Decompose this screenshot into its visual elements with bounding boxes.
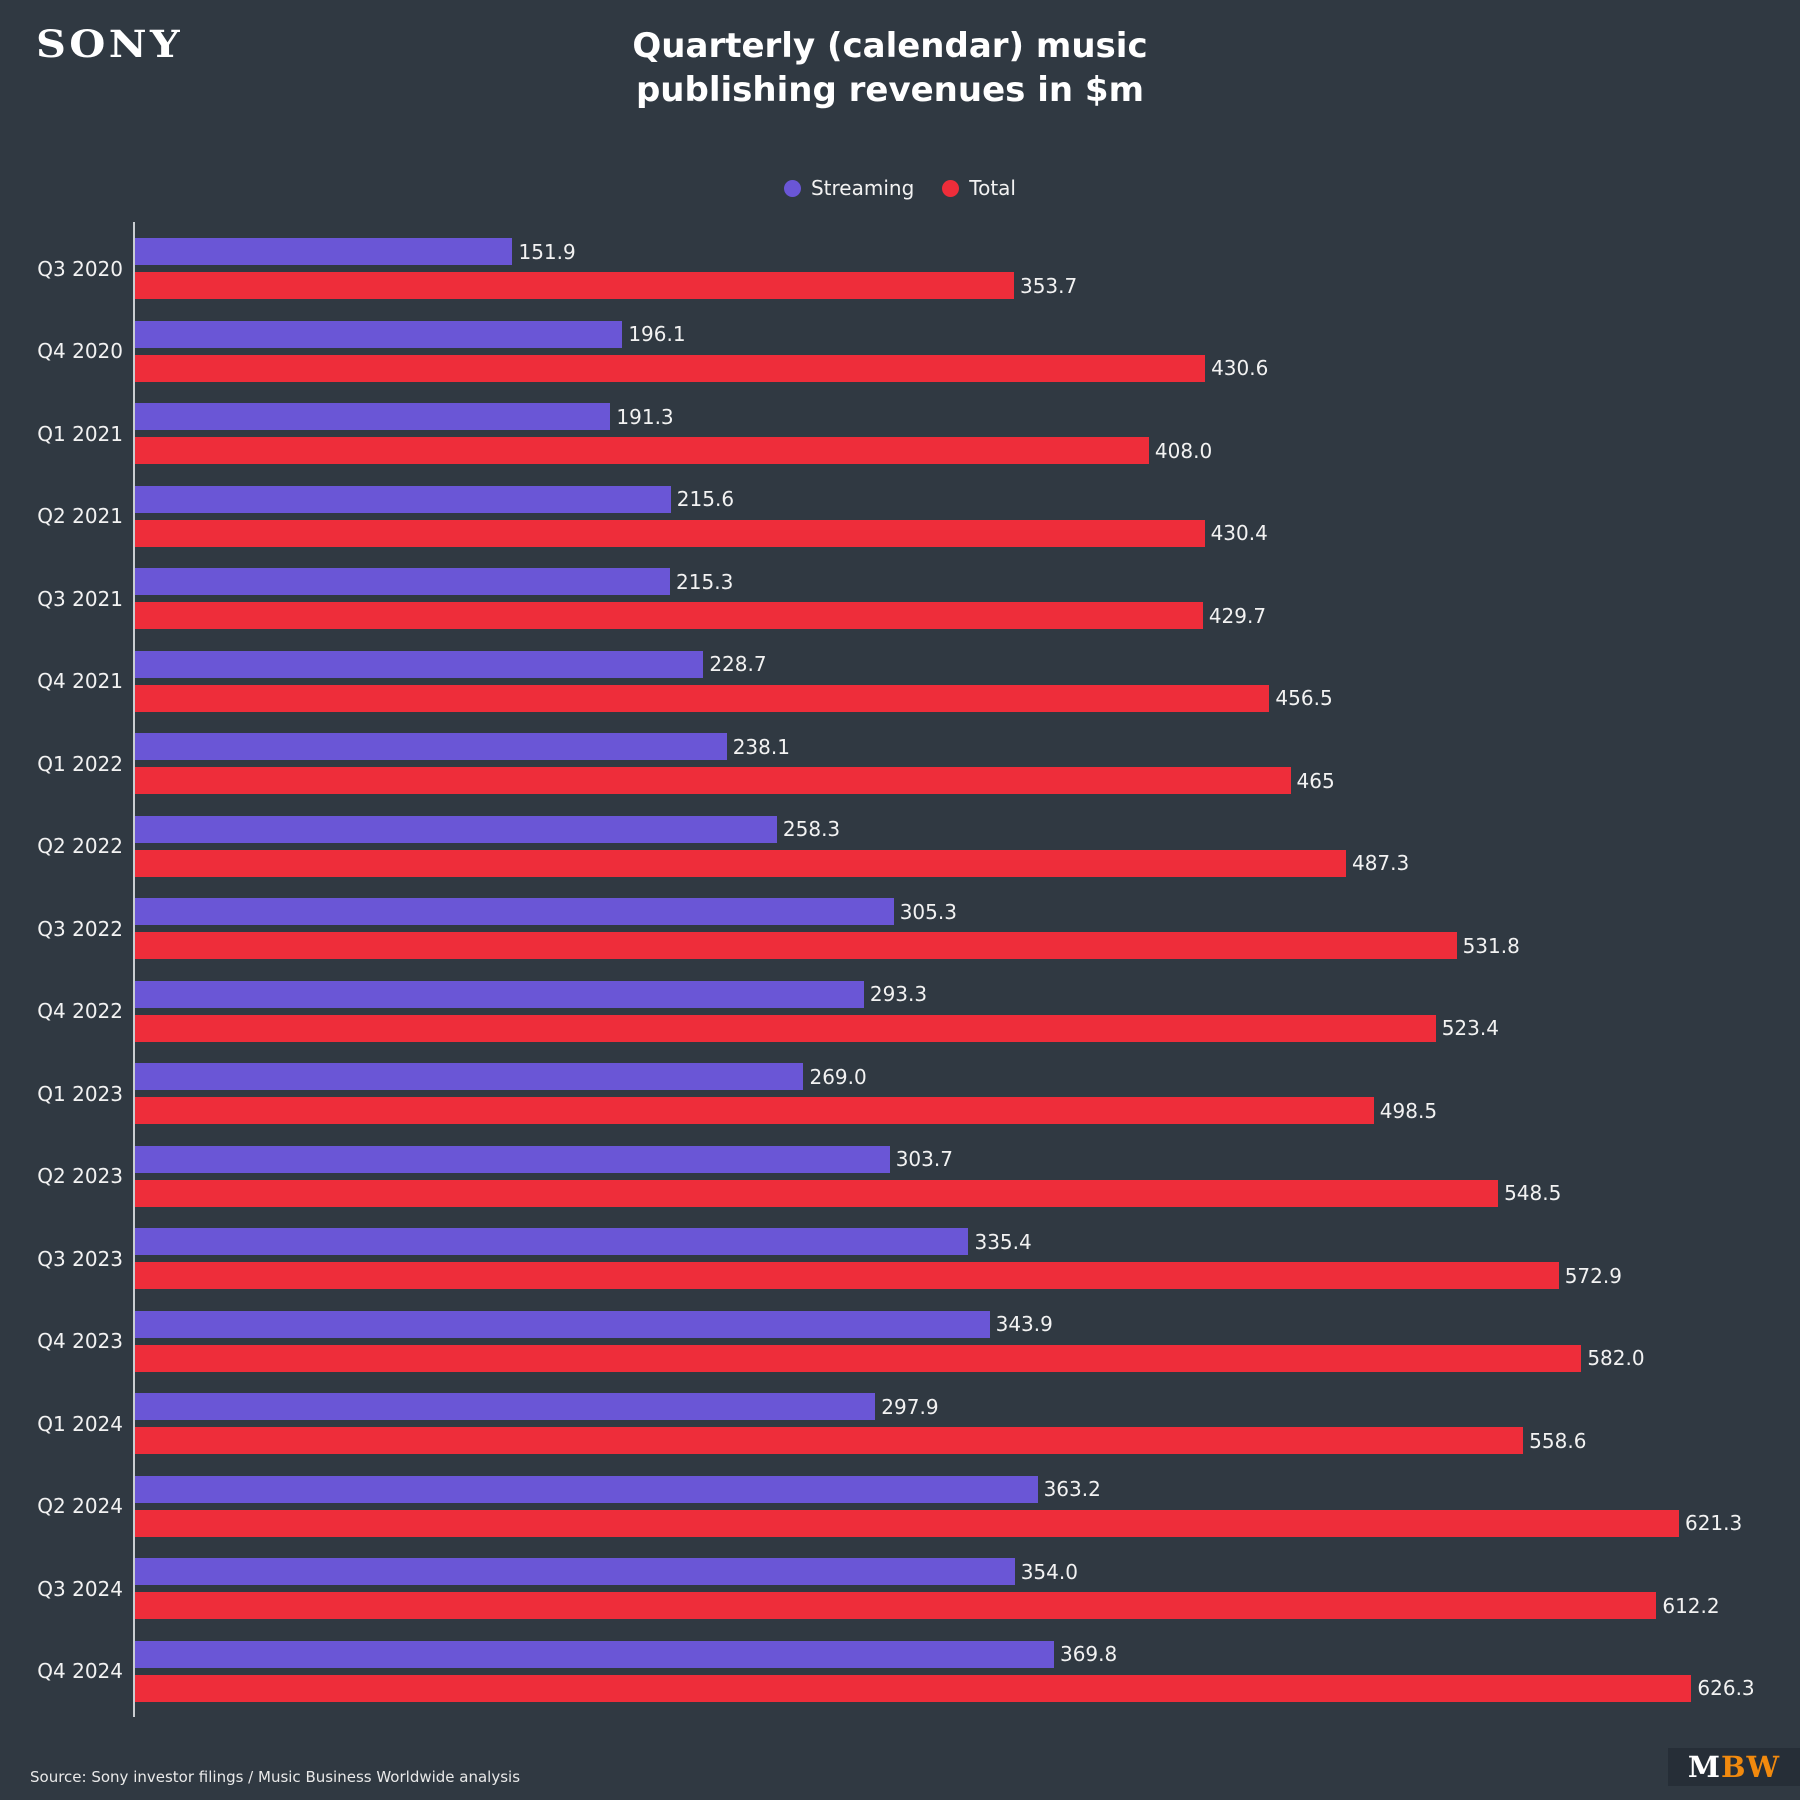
total-bar: [135, 1427, 1587, 1454]
total-bar: [135, 1510, 1743, 1537]
value-label: 191.3: [616, 404, 674, 429]
category-label: Q2 2024: [37, 1494, 123, 1518]
value-label: 572.9: [1564, 1263, 1622, 1288]
legend: [0, 176, 1800, 200]
chart-row: [37, 1311, 1800, 1372]
chart-row: [37, 1063, 1800, 1124]
streaming-bar: [135, 898, 957, 925]
total-bar: [135, 272, 1078, 299]
value-label: 430.6: [1211, 356, 1269, 380]
chart-row: [37, 1641, 1800, 1702]
mbw-logo-m: M: [1687, 1750, 1721, 1784]
value-label: 269.0: [809, 1064, 867, 1089]
value-label: 429.7: [1208, 603, 1267, 628]
category-label: Q4 2020: [37, 339, 123, 363]
streaming-bar: [135, 1393, 939, 1420]
chart-row: [37, 1558, 1800, 1619]
chart-row: [37, 486, 1800, 547]
legend-item-streaming: [784, 176, 914, 200]
value-label: 258.3: [782, 817, 841, 841]
chart-row: [37, 238, 1800, 299]
value-label: 228.7: [709, 652, 767, 676]
total-bar: [135, 767, 1335, 794]
category-label: Q3 2023: [37, 1246, 123, 1271]
streaming-dot-icon: [784, 180, 801, 197]
legend-label-streaming: Streaming: [810, 176, 915, 200]
category-label: Q1 2023: [37, 1081, 123, 1106]
value-label: 626.3: [1697, 1676, 1755, 1700]
legend-item-total: [942, 176, 1016, 200]
total-bar: [135, 355, 1269, 382]
category-label: Q4 2023: [37, 1329, 123, 1353]
value-label: 465: [1296, 768, 1335, 793]
category-label: Q3 2021: [37, 586, 123, 611]
streaming-bar: [135, 238, 576, 265]
streaming-bar: [135, 568, 734, 595]
category-label: Q4 2024: [37, 1659, 123, 1683]
total-bar: [135, 520, 1268, 547]
category-label: Q1 2022: [37, 751, 123, 776]
chart-row: [37, 1228, 1800, 1289]
total-bar: [135, 1180, 1562, 1207]
chart-row: [37, 816, 1800, 877]
category-label: Q3 2020: [37, 256, 123, 281]
category-label: Q2 2023: [37, 1164, 123, 1188]
total-bar: [135, 1097, 1438, 1124]
streaming-bar: [135, 1476, 1101, 1503]
chart-row: [37, 898, 1800, 959]
chart-title-line2: publishing revenues in $m: [635, 70, 1145, 110]
value-label: 215.3: [676, 569, 734, 594]
category-label: Q2 2021: [37, 504, 123, 528]
streaming-bar: [135, 403, 674, 430]
total-bar: [135, 437, 1213, 464]
value-label: 354.0: [1020, 1559, 1078, 1584]
streaming-bar: [135, 651, 767, 678]
value-label: 558.6: [1529, 1428, 1587, 1453]
value-label: 430.4: [1210, 521, 1268, 545]
chart-row: [37, 733, 1800, 794]
value-label: 215.6: [676, 487, 735, 511]
total-bar: [135, 932, 1520, 959]
chart-row: [37, 403, 1800, 464]
total-bar: [135, 1675, 1755, 1702]
value-label: 523.4: [1441, 1016, 1499, 1040]
chart-row: [37, 1146, 1800, 1207]
value-label: 369.8: [1059, 1642, 1118, 1666]
category-label: Q4 2022: [37, 999, 123, 1023]
category-label: Q1 2021: [37, 421, 123, 446]
chart-row: [37, 981, 1800, 1042]
streaming-bar: [135, 1228, 1032, 1255]
total-bar: [135, 850, 1410, 877]
chart-row: [37, 1476, 1800, 1537]
source-note: Source: Sony investor filings / Music Business Worldwide analysis: [30, 1768, 521, 1786]
category-label: Q3 2022: [37, 916, 123, 941]
value-label: 303.7: [895, 1147, 953, 1171]
value-label: 621.3: [1684, 1511, 1743, 1535]
value-label: 531.8: [1462, 933, 1520, 958]
total-bar: [135, 1592, 1720, 1619]
chart-title-line1: Quarterly (calendar) music: [632, 26, 1148, 66]
value-label: 293.3: [869, 982, 928, 1006]
chart-row: [37, 568, 1800, 629]
value-label: 612.2: [1662, 1593, 1720, 1618]
total-bar: [135, 1262, 1622, 1289]
value-label: 582.0: [1587, 1346, 1645, 1370]
streaming-bar: [135, 981, 928, 1008]
streaming-bar: [135, 1063, 867, 1090]
value-label: 335.4: [974, 1229, 1032, 1254]
value-label: 487.3: [1351, 851, 1410, 875]
chart: [37, 238, 1800, 1738]
streaming-bar: [135, 1311, 1053, 1338]
chart-title: [0, 24, 1780, 112]
total-dot-icon: [942, 180, 959, 197]
category-label: Q2 2022: [37, 834, 123, 858]
streaming-bar: [135, 321, 686, 348]
chart-row: [37, 1393, 1800, 1454]
value-label: 305.3: [899, 899, 957, 924]
streaming-bar: [135, 1641, 1118, 1668]
streaming-bar: [135, 733, 790, 760]
value-label: 343.9: [995, 1312, 1053, 1336]
chart-row: [37, 651, 1800, 712]
value-label: 151.9: [518, 239, 576, 264]
streaming-bar: [135, 816, 841, 843]
value-label: 408.0: [1154, 438, 1213, 463]
total-bar: [135, 1015, 1499, 1042]
mbw-logo: [1668, 1748, 1800, 1786]
value-label: 363.2: [1043, 1477, 1101, 1501]
total-bar: [135, 685, 1333, 712]
chart-row: [37, 321, 1800, 382]
value-label: 456.5: [1275, 686, 1333, 710]
value-label: 498.5: [1379, 1098, 1438, 1123]
mbw-logo-bw: BW: [1721, 1750, 1781, 1784]
category-label: Q1 2024: [37, 1411, 123, 1436]
value-label: 196.1: [628, 322, 686, 346]
category-label: Q4 2021: [37, 669, 123, 693]
value-label: 353.7: [1019, 273, 1078, 298]
streaming-bar: [135, 486, 735, 513]
total-bar: [135, 1345, 1645, 1372]
value-label: 297.9: [881, 1394, 939, 1419]
sony-logo: SONY: [36, 22, 183, 66]
value-label: 548.5: [1504, 1181, 1562, 1205]
streaming-bar: [135, 1558, 1078, 1585]
value-label: 238.1: [732, 734, 790, 759]
total-bar: [135, 602, 1267, 629]
streaming-bar: [135, 1146, 953, 1173]
legend-label-total: Total: [969, 176, 1016, 200]
category-label: Q3 2024: [37, 1576, 123, 1601]
